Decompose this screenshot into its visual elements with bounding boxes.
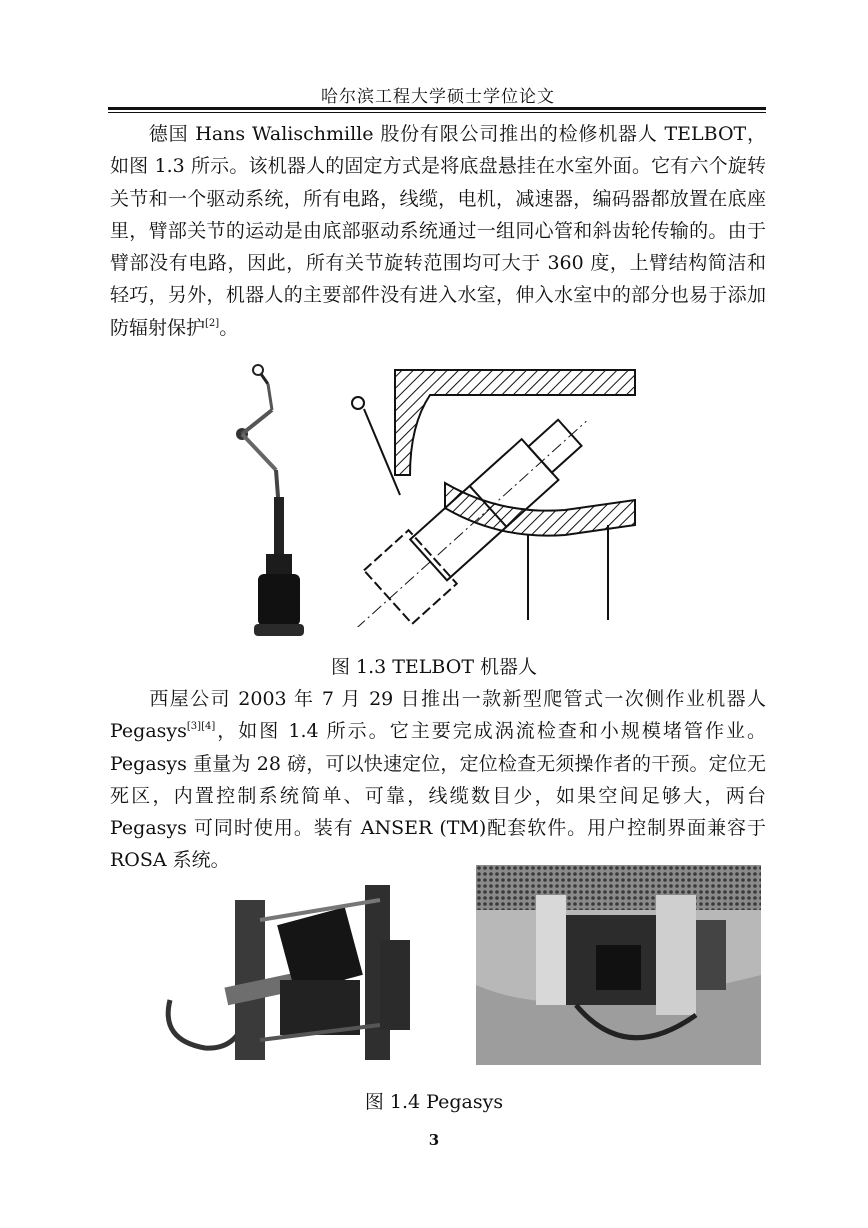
- header-rule-thick: [108, 107, 766, 110]
- page-number: 3: [428, 1131, 440, 1149]
- paragraph-telbot: [110, 118, 766, 344]
- telbot-mounting-drawing: [350, 365, 640, 627]
- paragraph-pegasys: [110, 683, 766, 877]
- paragraph-telbot-end: 。: [219, 316, 239, 339]
- citation-3: [3]: [186, 721, 202, 733]
- paragraph-pegasys-text-a: 西屋公司 2003 年 7 月 29 日推出一款新型爬管式一次侧作业机器人 Pegasys: [110, 688, 766, 743]
- figure-1-4-caption: 图 1.4 Pegasys: [364, 1091, 504, 1113]
- pegasys-robot-photo: [165, 880, 427, 1070]
- paragraph-pegasys-text-b: ，如图 1.4 所示。它主要完成涡流检查和小规模堵管作业。Pegasys 重量为 28 磅，可以快速定位，定位检查无须操作者的干预。定位无死区，内置控制系统简单、可靠，线缆数目少，如果空间足够大，两台 Pegasys 可同时使用。装有 ANSER (TM)配套软件。用户控制界面兼容于 ROSA 系统。: [110, 720, 766, 872]
- paragraph-telbot-text: 德国 Hans Walischmille 股份有限公司推出的检修机器人 TELBOT，如图 1.3 所示。该机器人的固定方式是将底盘悬挂在水室外面。它有六个旋转关节和一个驱动系统，所有电路，线缆，电机，减速器，编码器都放置在底座里，臂部关节的运动是由底部驱动系统通过一组同心管和斜齿轮传输的。由于臂部没有电路，因此，所有关节旋转范围均可大于 360 度，上臂结构简洁和轻巧，另外，机器人的主要部件没有进入水室，伸入水室中的部分也易于添加防辐射保护: [110, 123, 766, 339]
- figure-1-3-caption: 图 1.3 TELBOT 机器人: [330, 656, 538, 678]
- running-header: 哈尔滨工程大学硕士学位论文: [321, 87, 555, 107]
- pegasys-in-steam-generator-photo: [476, 865, 761, 1065]
- header-rule-thin: [108, 112, 766, 113]
- telbot-robot-photo: [228, 362, 328, 642]
- citation-4: [4]: [201, 721, 216, 733]
- citation-2: [2]: [205, 317, 220, 329]
